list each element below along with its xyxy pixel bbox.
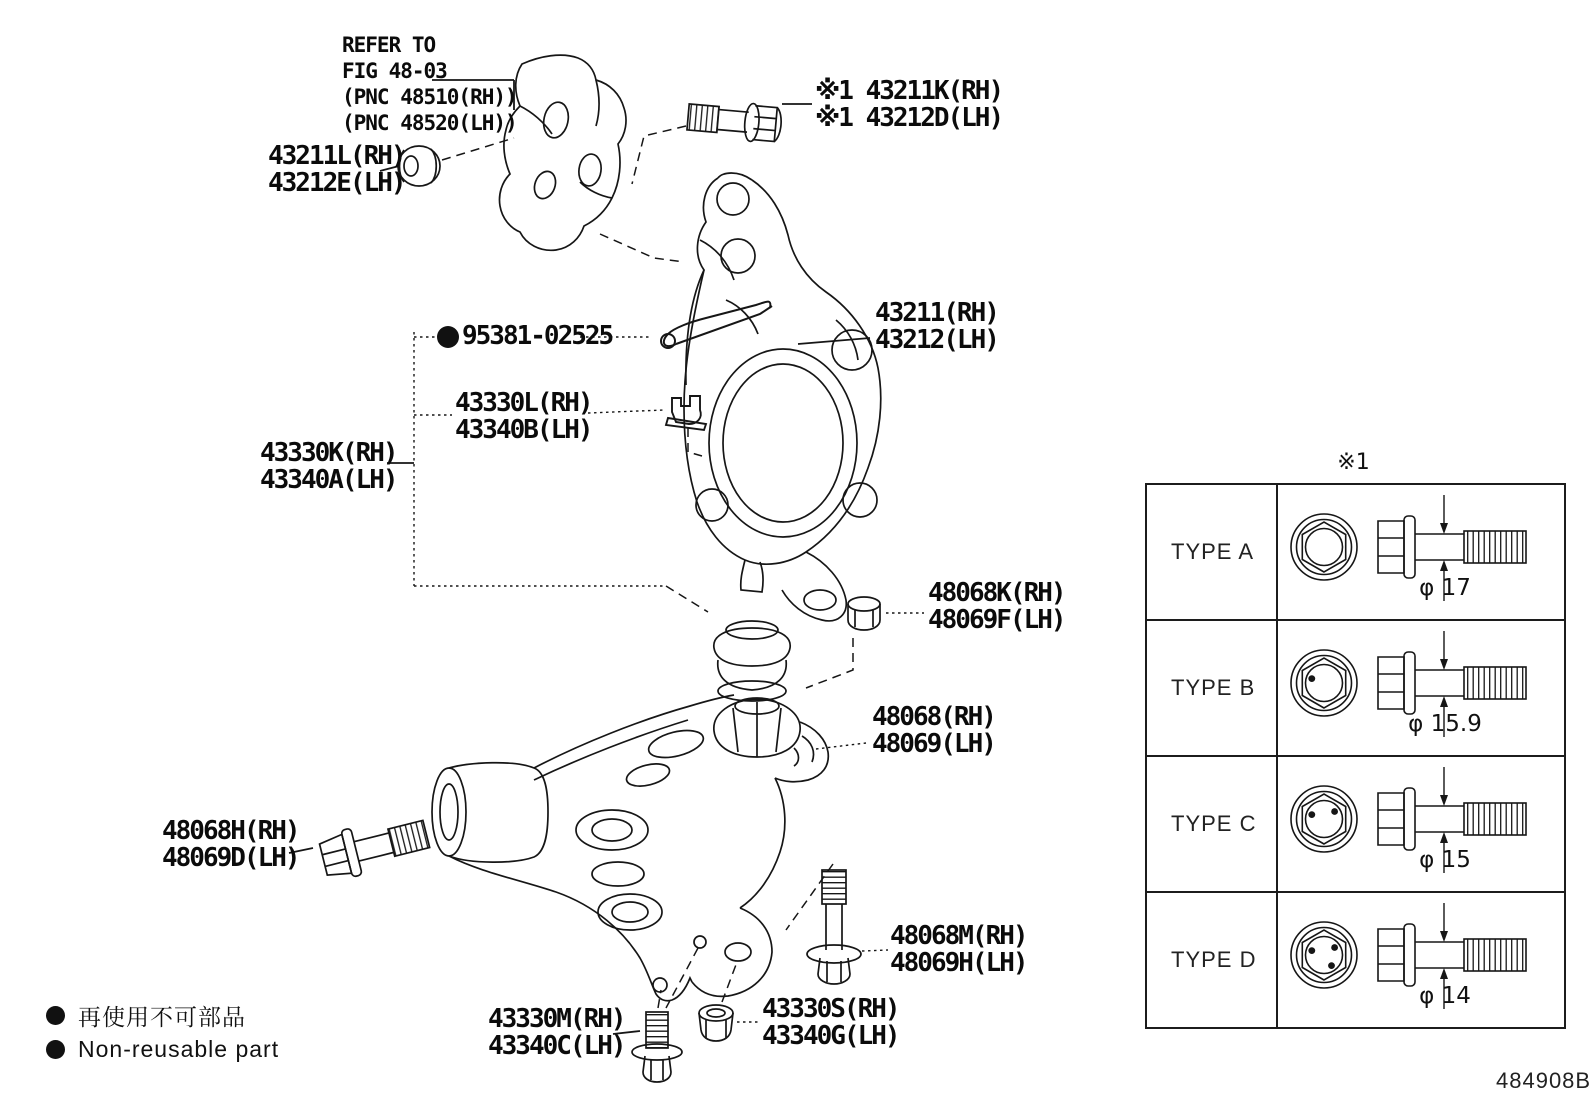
part-number: 43211L(RH) (268, 141, 405, 171)
part-label-95381 (462, 323, 612, 350)
part-label-43330l (455, 390, 592, 444)
part-number: 48069D(LH) (162, 843, 299, 873)
part-number: 43212E(LH) (268, 168, 405, 198)
part-number: 43212(LH) (875, 325, 998, 355)
part-number: 43340C(LH) (488, 1031, 625, 1061)
legend-text-jp: 再使用不可部品 (78, 1003, 246, 1030)
bolt-diameter-label: φ 15 (1419, 847, 1471, 873)
part-label-43330k (260, 440, 397, 494)
bolt-drawing-cell (1278, 621, 1564, 755)
ref-table-note: ※1 (1337, 450, 1370, 475)
ref-table-row (1147, 891, 1564, 1027)
part-number: 43211(RH) (875, 298, 998, 328)
bolt-diameter-label: φ 15.9 (1408, 711, 1482, 737)
legend-row-en (46, 1032, 279, 1066)
part-number: 48069F(LH) (928, 605, 1065, 635)
clip-43330l-drawing (666, 396, 706, 430)
part-number: 43330L(RH) (455, 388, 592, 418)
legend-row-jp (46, 998, 279, 1032)
part-number: 95381-02525 (462, 321, 613, 351)
bolt-drawing-cell (1278, 485, 1564, 619)
part-label-43211k (815, 78, 1002, 132)
knuckle-drawing (684, 173, 881, 621)
part-label-43330s (762, 996, 899, 1050)
refer-note-line: (PNC 48520(LH)) (342, 111, 517, 135)
bolt-type-label: TYPE B (1147, 621, 1278, 755)
part-number: 43340B(LH) (455, 415, 592, 445)
part-label-48068 (872, 704, 995, 758)
part-number: 43340A(LH) (260, 465, 397, 495)
part-label-43211l (268, 143, 405, 197)
bolt-drawing-cell (1278, 757, 1564, 891)
refer-note-line: FIG 48-03 (342, 59, 447, 83)
refer-note-line: REFER TO (342, 33, 436, 57)
bolt-drawing-cell (1278, 893, 1564, 1027)
lower-arm-drawing (432, 695, 828, 1001)
part-number: 43330K(RH) (260, 438, 397, 468)
part-label-48068h (162, 818, 299, 872)
bolt-48068h-drawing (318, 811, 432, 883)
leader-lines (289, 80, 870, 1034)
non-reusable-dot-icon (46, 1006, 65, 1025)
part-number: 48068K(RH) (928, 578, 1065, 608)
part-label-48068m (890, 923, 1027, 977)
non-reusable-dot-icon (437, 326, 459, 348)
part-number: 48069H(LH) (890, 948, 1027, 978)
cotter-pin-drawing (661, 302, 772, 348)
refer-note-line: (PNC 48510(RH)) (342, 85, 517, 109)
bolt-diameter-label: φ 17 (1419, 575, 1471, 601)
ref-table-row (1147, 755, 1564, 891)
part-number: ※1 43212D(LH) (815, 103, 1003, 133)
document-id: 484908B (1496, 1068, 1592, 1093)
bolt-type-label: TYPE C (1147, 757, 1278, 891)
part-number: 48069(LH) (872, 729, 995, 759)
bolt-43330m-drawing (632, 1012, 682, 1082)
part-number: ※1 43211K(RH) (815, 76, 1003, 106)
bolt-type-label: TYPE D (1147, 893, 1278, 1027)
part-label-48068k (928, 580, 1065, 634)
part-number: 43330M(RH) (488, 1004, 625, 1034)
part-number: 48068M(RH) (890, 921, 1027, 951)
bolt-43211k-drawing (686, 98, 782, 144)
legend (46, 998, 279, 1066)
part-number: 48068(RH) (872, 702, 995, 732)
strut-bracket-drawing (499, 55, 626, 250)
part-number: 48068H(RH) (162, 816, 299, 846)
bolt-48068m-drawing (807, 870, 861, 984)
bolt-type-reference-table (1145, 483, 1566, 1029)
ball-joint-drawing (714, 621, 790, 701)
non-reusable-dot-icon (46, 1040, 65, 1059)
part-number: 43330S(RH) (762, 994, 899, 1024)
bolt-diameter-label: φ 14 (1419, 983, 1471, 1009)
nut-48068k-drawing (848, 597, 880, 630)
part-label-43211 (875, 300, 998, 354)
refer-note (342, 32, 517, 136)
nut-43330s-drawing (699, 1005, 733, 1041)
ref-table-row (1147, 619, 1564, 755)
bolt-type-label: TYPE A (1147, 485, 1278, 619)
legend-text-en: Non-reusable part (78, 1035, 280, 1062)
part-number: 43340G(LH) (762, 1021, 899, 1051)
ref-table-row (1147, 485, 1564, 619)
part-label-43330m (488, 1006, 625, 1060)
